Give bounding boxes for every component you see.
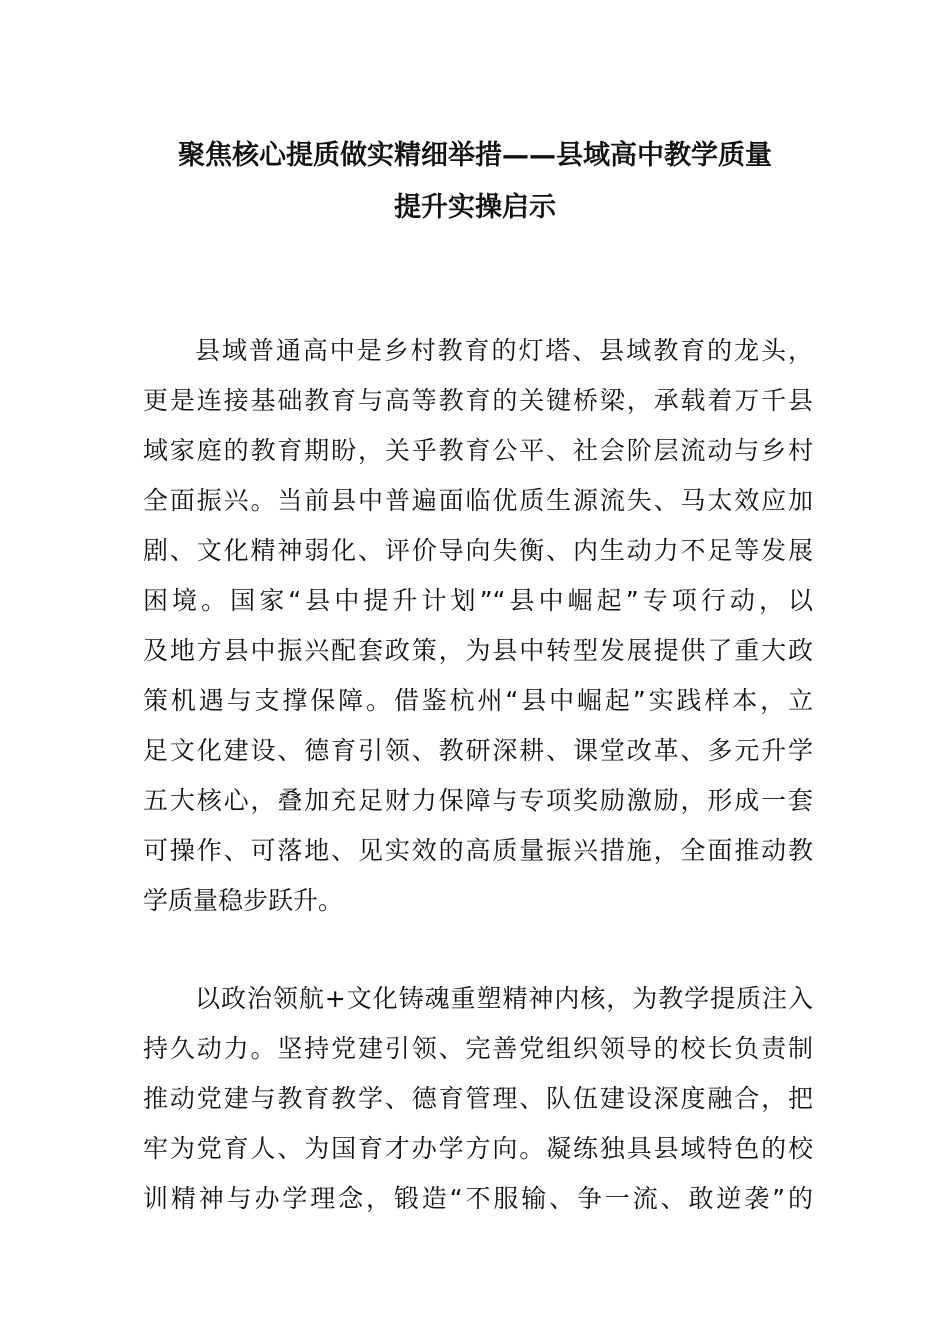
title-line: 聚焦核心提质做实精细举措——县域高中教学质量 — [178, 140, 772, 171]
paragraph-line: 持久动力。坚持党建引领、完善党组织领导的校长负责制 — [143, 1034, 813, 1063]
title-line: 提升实操启示 — [394, 192, 556, 223]
paragraph-line: 五大核心，叠加充足财力保障与专项奖励激励，形成一套 — [143, 786, 813, 815]
paragraph-line: 足文化建设、德育引领、教研深耕、课堂改革、多元升学 — [143, 736, 813, 765]
paragraph-line: 策机遇与支撑保障。借鉴杭州“县中崛起”实践样本，立 — [143, 686, 813, 715]
paragraph-line: 县域普通高中是乡村教育的灯塔、县域教育的龙头， — [195, 336, 813, 365]
paragraph-intro — [143, 326, 813, 926]
paragraph-line: 更是连接基础教育与高等教育的关键桥梁，承载着万千县 — [143, 386, 813, 415]
paragraph-line: 及地方县中振兴配套政策，为县中转型发展提供了重大政 — [143, 636, 813, 665]
paragraph-line: 牢为党育人、为国育才办学方向。凝练独具县域特色的校 — [143, 1134, 813, 1163]
paragraph-line: 以政治领航+文化铸魂重塑精神内核，为教学提质注入 — [195, 984, 813, 1013]
paragraph-line: 困境。国家“县中提升计划”“县中崛起”专项行动，以 — [143, 586, 813, 615]
paragraph-line: 学质量稳步跃升。 — [143, 886, 344, 915]
paragraph-section-1 — [143, 974, 813, 1224]
paragraph-line: 全面振兴。当前县中普遍面临优质生源流失、马太效应加 — [143, 486, 813, 515]
paragraph-line: 训精神与办学理念，锻造“不服输、争一流、敢逆袭”的 — [143, 1184, 813, 1213]
paragraph-line: 剧、文化精神弱化、评价导向失衡、内生动力不足等发展 — [143, 536, 813, 565]
paragraph-line: 可操作、可落地、见实效的高质量振兴措施，全面推动教 — [143, 836, 813, 865]
paragraph-line: 域家庭的教育期盼，关乎教育公平、社会阶层流动与乡村 — [143, 436, 813, 465]
document-title — [130, 130, 820, 234]
paragraph-line: 推动党建与教育教学、德育管理、队伍建设深度融合，把 — [143, 1084, 813, 1113]
